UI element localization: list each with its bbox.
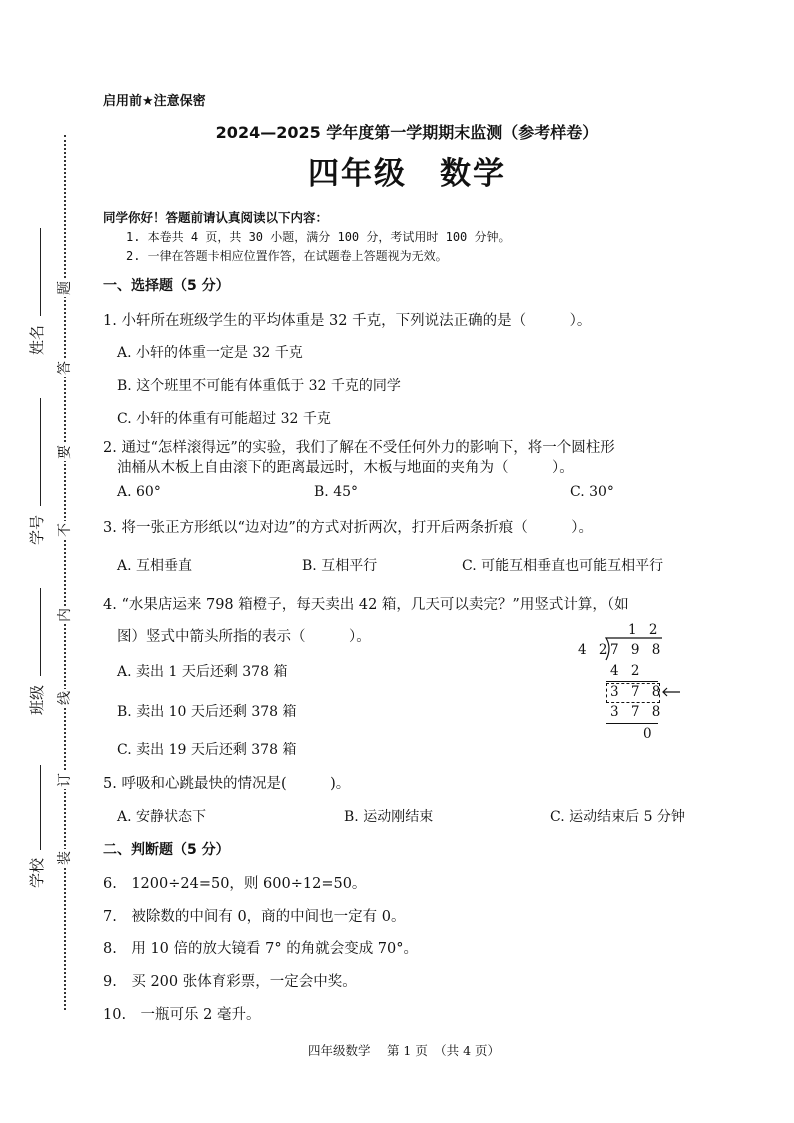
question-2-line1: 2. 通过“怎样滚得远”的实验，我们了解在不受任何外力的影响下，将一个圆柱形 [103,440,615,456]
division-final: 0 [643,726,656,742]
name-field-line[interactable] [40,228,41,316]
judgement-item: 7. 被除数的中间有 0，商的中间也一定有 0。 [103,909,406,925]
division-dividend: 7 9 8 [610,642,665,658]
option: B. 互相平行 [302,558,378,574]
class-field-line[interactable] [40,588,41,676]
option: A. 卖出 1 天后还剩 378 箱 [117,664,288,680]
option: A. 互相垂直 [117,558,193,574]
judgement-item: 10. 一瓶可乐 2 毫升。 [103,1007,261,1023]
option: A. 安静状态下 [117,809,207,825]
binding-char: 题 [54,279,74,297]
option: C. 卖出 19 天后还剩 378 箱 [117,742,297,758]
binding-char: 要 [54,443,74,461]
option: C. 可能互相垂直也可能互相平行 [462,558,664,574]
option: B. 45° [314,484,359,500]
binding-dotted-line [64,135,66,1010]
division-step2: 3 7 8 [610,704,665,720]
instruction-item: 2. 一律在答题卡相应位置作答，在试题卷上答题视为无效。 [126,249,448,263]
secret-label: 启用前★注意保密 [103,94,206,109]
school-field-label: 学校 [28,857,46,888]
division-remainder1: 3 7 8 [610,684,665,700]
student-id-field-line[interactable] [40,398,41,506]
option: A. 小轩的体重一定是 32 千克 [117,345,303,361]
binding-char: 线 [54,689,74,707]
instruction-item: 1. 本卷共 4 页，共 30 小题，满分 100 分，考试用时 100 分钟。 [126,230,511,244]
student-id-field-label: 学号 [28,514,46,545]
subject-title: 四年级 数学 [308,156,506,192]
division-rule [606,681,658,682]
division-step1: 4 2 [610,663,644,679]
binding-char: 装 [54,849,74,867]
option: C. 运动结束后 5 分钟 [550,809,685,825]
binding-char: 不 [54,521,74,539]
division-rule [606,723,658,724]
option: B. 这个班里不可能有体重低于 32 千克的同学 [117,378,401,394]
binding-char: 内 [54,606,74,624]
section-title: 二、判断题（5 分） [103,842,230,858]
judgement-item: 8. 用 10 倍的放大镜看 7° 的角就会变成 70°。 [103,941,419,957]
name-field-label: 姓名 [28,324,46,355]
arrow-left-icon [660,686,682,698]
division-quotient: 1 2 [628,622,662,638]
division-divisor: 4 2 [578,642,612,658]
question-5: 5. 呼吸和心跳最快的情况是( )。 [103,776,351,792]
question-4-line1: 4. “水果店运来 798 箱橙子，每天卖出 42 箱，几天可以卖完？”用竖式计算，（如 [103,597,629,613]
school-field-line[interactable] [40,765,41,850]
class-field-label: 班级 [28,684,46,715]
option: C. 小轩的体重有可能超过 32 千克 [117,411,331,427]
page-footer: 四年级数学 第 1 页 （共 4 页） [307,1043,501,1058]
question-2-line2: 油桶从木板上自由滚下的距离最远时，木板与地面的夹角为（ ）。 [117,460,574,476]
option: B. 运动刚结束 [344,809,434,825]
section-title: 一、选择题（5 分） [103,278,230,294]
instructions-heading: 同学你好！答题前请认真阅读以下内容： [103,210,329,225]
judgement-item: 6. 1200÷24=50，则 600÷12=50。 [103,876,367,892]
option: A. 60° [117,484,161,500]
question-1: 1. 小轩所在班级学生的平均体重是 32 千克，下列说法正确的是（ ）。 [103,313,592,329]
judgement-item: 9. 买 200 张体育彩票，一定会中奖。 [103,974,357,990]
question-4-line2: 图）竖式中箭头所指的表示（ ）。 [117,629,371,645]
option: C. 30° [570,484,614,500]
exam-title: 2024—2025 学年度第一学期期末监测（参考样卷） [215,123,599,142]
binding-char: 答 [54,359,74,377]
question-3: 3. 将一张正方形纸以“边对边”的方式对折两次，打开后两条折痕（ ）。 [103,520,594,536]
binding-char: 订 [54,771,74,789]
option: B. 卖出 10 天后还剩 378 箱 [117,704,297,720]
